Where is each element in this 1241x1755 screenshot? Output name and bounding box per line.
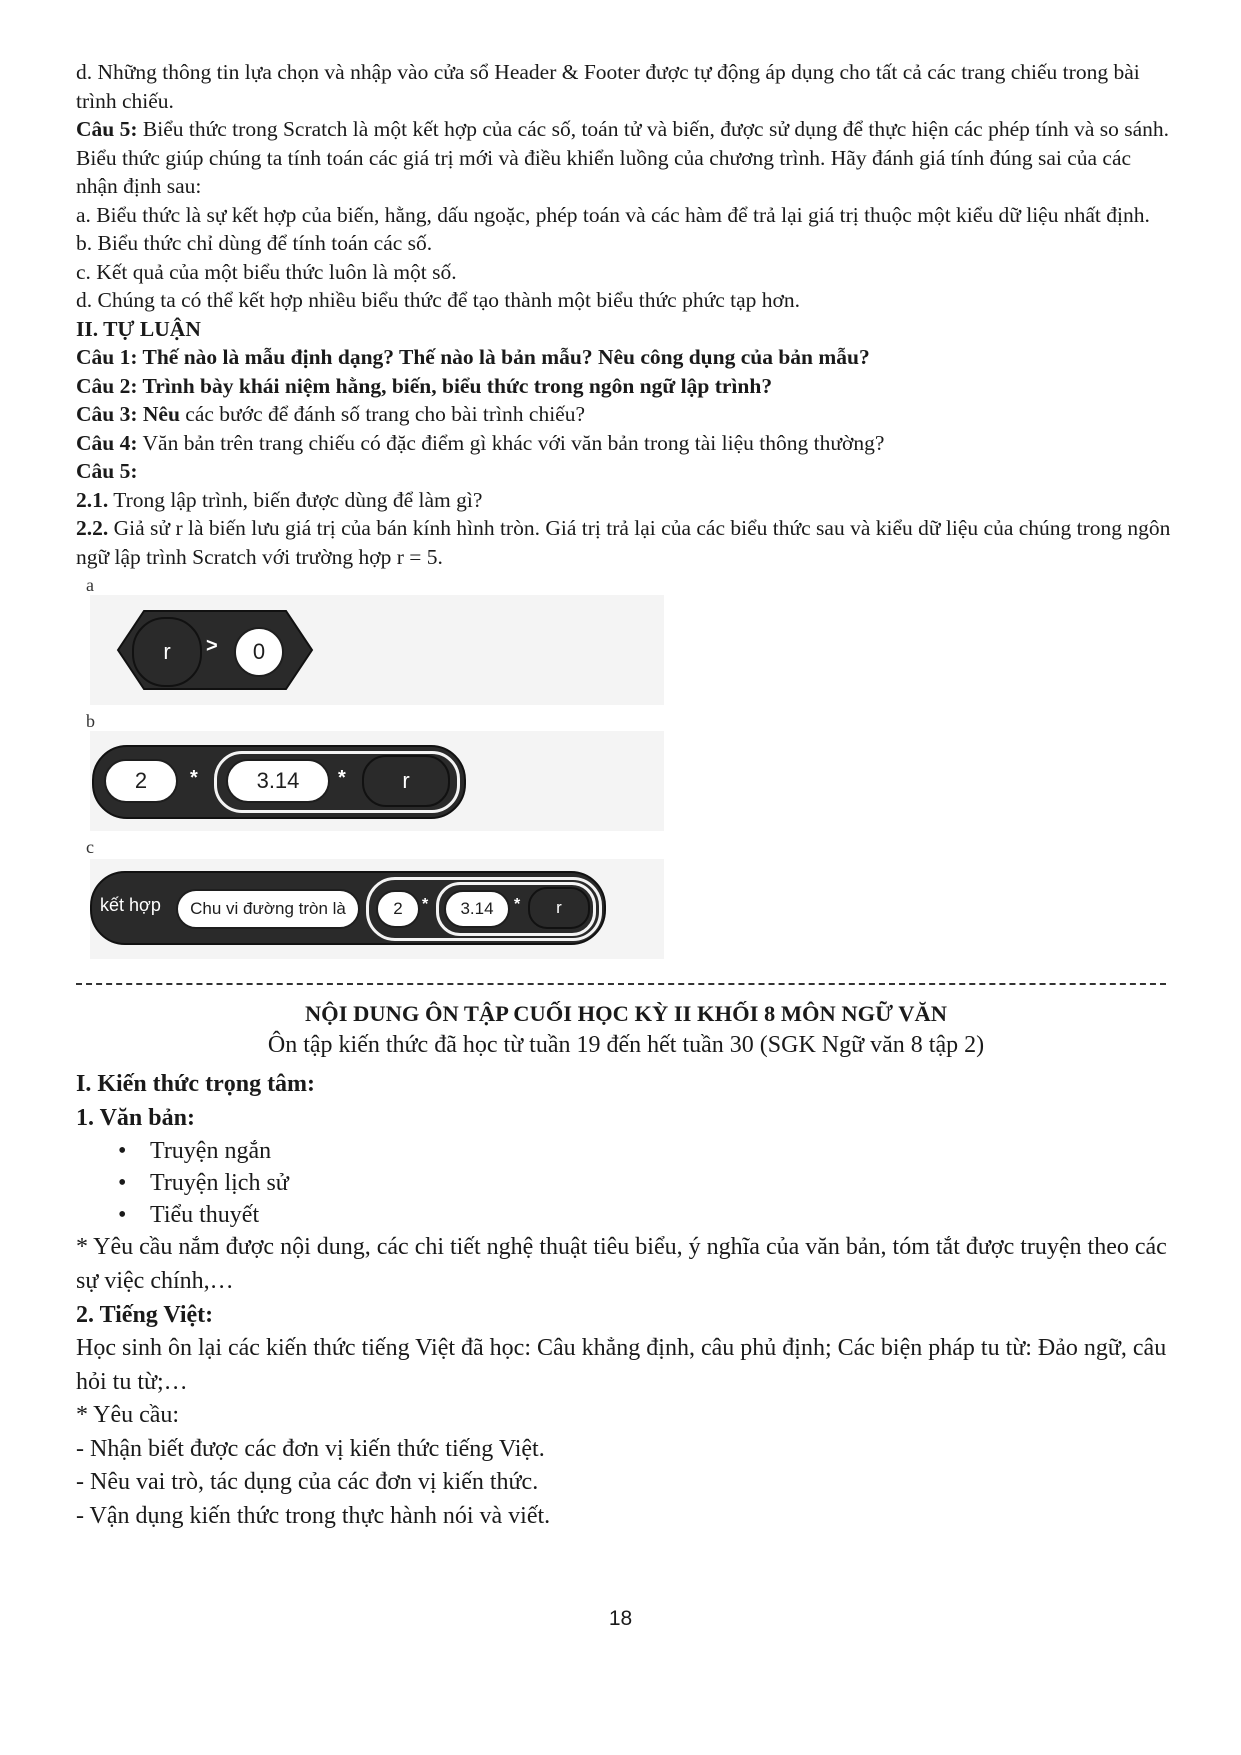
statement-a: a. Biểu thức là sự kết hợp của biến, hằng, dấu ngoặc, phép toán và các hàm để trả lại giá trị thuộc một kiểu dữ liệu nhất định. [76, 202, 1150, 227]
review-title: NỘI DUNG ÔN TẬP CUỐI HỌC KỲ II KHỐI 8 MÔN NGỮ VĂN [304, 1001, 948, 1026]
figure-a-panel [90, 595, 664, 705]
essay-question-1: Câu 1: Thế nào là mẫu định dạng? Thế nào là bản mẫu? Nêu công dụng của bản mẫu? [76, 345, 870, 369]
essay-question-3: Câu 3: Nêu các bước để đánh số trang cho bài trình chiếu? [76, 402, 586, 426]
join-label: kết hợp [100, 895, 161, 915]
multiply-operator-1: * [190, 767, 198, 789]
statement-c: c. Kết quả của một biểu thức luôn là một số. [76, 259, 457, 284]
vietnamese-paragraph: Học sinh ôn lại các kiến thức tiếng Việt đã học: Câu khẳng định, câu phủ định; Các biện pháp tu từ: Đảo ngữ, câu hỏi tu từ;… [76, 1335, 1167, 1395]
requirement-label: * Yêu cầu: [76, 1402, 180, 1428]
essay-question-2: Câu 2: Trình bày khái niệm hằng, biến, biểu thức trong ngôn ngữ lập trình? [76, 373, 773, 398]
essay-question-5-2: 2.2. Giả sử r là biến lưu giá trị của bán kính hình tròn. Giá trị trả lại của các biểu thức sau và kiểu dữ liệu của chúng trong ngôn ngữ lập trình Scratch với trường hợp r = 5. [76, 516, 1171, 569]
greater-than-operator: > [206, 635, 218, 657]
statement-d: d. Những thông tin lựa chọn và nhập vào cửa sổ Header & Footer được tự động áp dụng cho tất cả các trang chiếu trong bài trình chiếu. [76, 60, 1140, 113]
exercise-section [76, 58, 1176, 571]
list-item: • Truyện lịch sử [76, 1167, 1176, 1199]
text-genre-list [76, 1135, 1176, 1231]
requirement-item: - Nêu vai trò, tác dụng của các đơn vị kiến thức. [76, 1469, 539, 1495]
essay-question-4: Câu 4: Văn bản trên trang chiếu có đặc điểm gì khác với văn bản trong tài liệu thông thường? [76, 430, 885, 455]
review-section [76, 999, 1176, 1533]
page-number: 18 [608, 1607, 633, 1630]
string-input: Chu vi đường tròn là [176, 889, 360, 929]
list-item: • Tiểu thuyết [76, 1199, 1176, 1231]
review-subtitle: Ôn tập kiến thức đã học từ tuần 19 đến hết tuần 30 (SGK Ngữ văn 8 tập 2) [267, 1032, 985, 1058]
number-3-14-input-c: 3.14 [444, 890, 510, 928]
essay-question-5-1: 2.1. Trong lập trình, biến được dùng để làm gì? [76, 487, 483, 512]
document-page [76, 58, 1176, 1533]
requirement-item: - Nhận biết được các đơn vị kiến thức tiếng Việt. [76, 1435, 545, 1462]
multiply-operator-2: * [338, 767, 346, 789]
number-0-input: 0 [234, 627, 284, 677]
figure-a-label: a [86, 575, 94, 595]
figure-c-panel [90, 859, 664, 959]
multiply-operator-c2: * [514, 896, 521, 913]
figure-b-panel [90, 731, 664, 831]
section-heading-tu-luan: II. TỰ LUẬN [76, 316, 201, 341]
figure-c-label: c [86, 837, 94, 857]
statement-d2: d. Chúng ta có thể kết hợp nhiều biểu thức để tạo thành một biểu thức phức tạp hơn. [76, 288, 801, 312]
heading-texts: 1. Văn bản: [76, 1105, 195, 1131]
variable-r-reporter-b: r [362, 755, 450, 807]
multiply-operator-c1: * [422, 896, 429, 913]
number-3-14-input: 3.14 [226, 759, 330, 803]
variable-r-reporter-c: r [528, 887, 590, 929]
heading-key-knowledge: I. Kiến thức trọng tâm: [76, 1071, 316, 1097]
list-item: • Truyện ngắn [76, 1135, 1176, 1167]
section-divider [76, 983, 1166, 985]
scratch-figures [76, 575, 1176, 973]
statement-b: b. Biểu thức chỉ dùng để tính toán các số. [76, 231, 433, 255]
number-2-input-c: 2 [376, 890, 420, 928]
variable-r-reporter: r [132, 617, 202, 687]
requirement-item: - Vận dụng kiến thức trong thực hành nói và viết. [76, 1502, 551, 1529]
question-5: Câu 5: Biểu thức trong Scratch là một kết hợp của các số, toán tử và biến, được sử dụng để thực hiện các phép tính và so sánh. Biểu thức giúp chúng ta tính toán các giá trị mới và điều khiển luồng của chương trình. Hãy đánh giá tính đúng sai của các nhận định sau: [76, 117, 1170, 198]
heading-vietnamese: 2. Tiếng Việt: [76, 1302, 214, 1328]
number-2-input: 2 [104, 759, 178, 803]
requirement-text-1: * Yêu cầu nắm được nội dung, các chi tiết nghệ thuật tiêu biểu, ý nghĩa của văn bản, tóm tắt được truyện theo các sự việc chính,… [76, 1234, 1167, 1294]
essay-question-5: Câu 5: [76, 459, 138, 483]
figure-b-label: b [86, 711, 95, 731]
